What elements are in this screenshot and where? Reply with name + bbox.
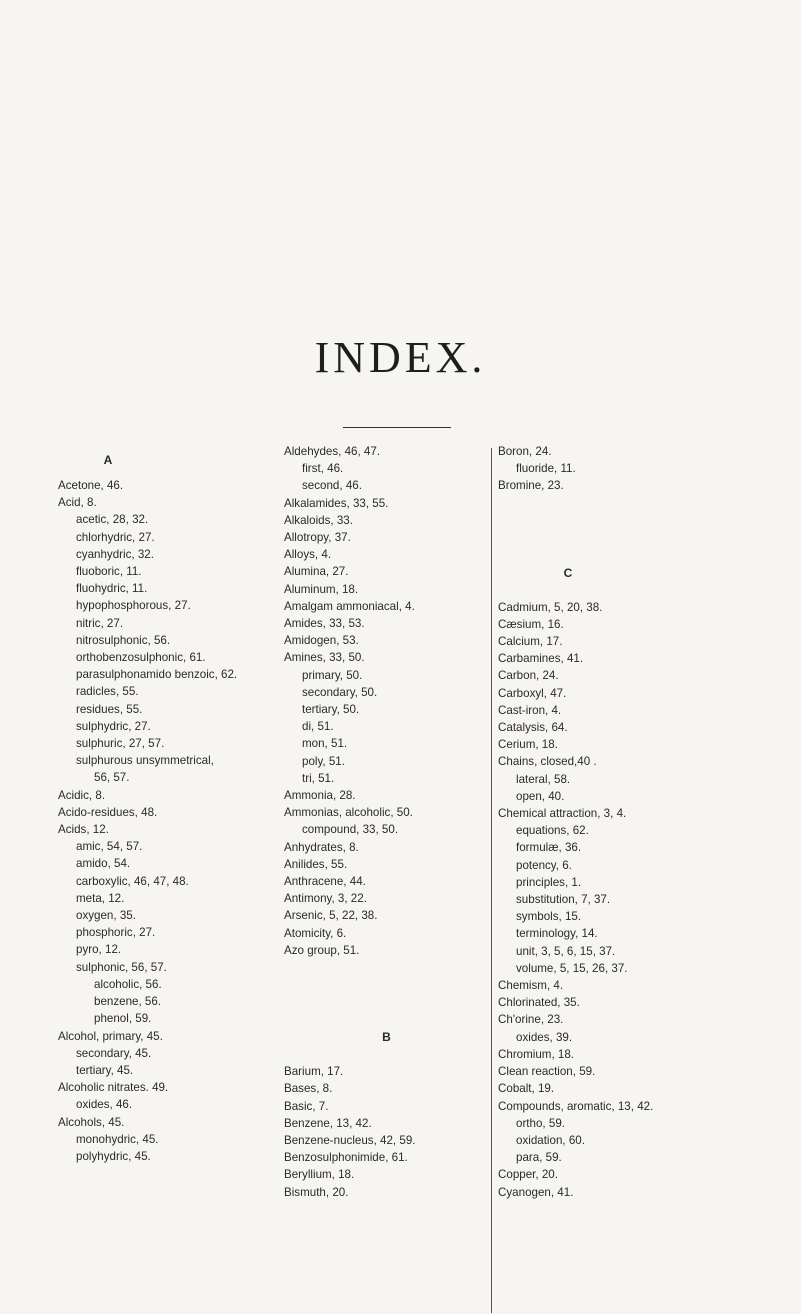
index-entry: Acid, 8. (58, 496, 97, 510)
index-subentry: secondary, 45. (76, 1046, 152, 1060)
title-rule (343, 427, 451, 428)
index-subentry: residues, 55. (76, 702, 143, 716)
index-subentry: 56, 57. (94, 771, 130, 785)
index-entry: Alkalamides, 33, 55. (284, 496, 389, 510)
index-subentry: ortho, 59. (516, 1116, 565, 1130)
index-subentry: di, 51. (302, 720, 334, 734)
index-entry: Boron, 24. (498, 445, 552, 458)
index-entry: Amides, 33, 53. (284, 617, 365, 631)
index-subentry: parasulphonamido benzoic, 62. (76, 668, 238, 682)
index-subentry: carboxylic, 46, 47, 48. (76, 874, 189, 888)
index-entry: Alumina, 27. (284, 565, 349, 579)
section-letter: C (563, 565, 573, 580)
index-subentry: oxides, 46. (76, 1098, 133, 1112)
index-entry: Alcohol, primary, 45. (58, 1029, 163, 1043)
index-column-3 (498, 443, 796, 1201)
index-entry: Clean reaction, 59. (498, 1065, 596, 1079)
index-subentry: tertiary, 45. (76, 1063, 134, 1077)
index-entry: Atomicity, 6. (284, 926, 347, 940)
index-entry: Cadmium, 5, 20, 38. (498, 600, 603, 614)
index-entry: Amidogen, 53. (284, 634, 359, 648)
index-entry: Alloys, 4. (284, 548, 332, 562)
index-entry: Carboxyl, 47. (498, 686, 567, 700)
index-entry: Chemism, 4. (498, 979, 564, 993)
index-entry: Basic, 7. (284, 1099, 329, 1113)
index-subentry: sulphuric, 27, 57. (76, 737, 165, 751)
index-entry: Alcoholic nitrates. 49. (58, 1081, 169, 1095)
index-entry: Chemical attraction, 3, 4. (498, 807, 627, 821)
index-subentry: tri, 51. (302, 771, 335, 785)
index-subentry: sulphonic, 56, 57. (76, 960, 167, 974)
index-subentry: benzene, 56. (94, 995, 162, 1009)
index-subentry: chlorhydric, 27. (76, 530, 155, 544)
index-entry: Allotropy, 37. (284, 531, 351, 545)
index-subentry: cyanhydric, 32. (76, 547, 154, 561)
index-entry: Ch'orine, 23. (498, 1013, 564, 1027)
index-subentry: radicles, 55. (76, 685, 139, 699)
index-entry: Anilides, 55. (284, 857, 348, 871)
index-subentry: amido, 54. (76, 857, 131, 871)
index-entry: Ammonia, 28. (284, 789, 356, 803)
index-subentry: second, 46. (302, 479, 362, 493)
index-entry: Compounds, aromatic, 13, 42. (498, 1099, 654, 1113)
index-entry: Benzene-nucleus, 42, 59. (284, 1133, 416, 1147)
index-entry: Acido-residues, 48. (58, 805, 158, 819)
index-entry: Chains, closed,40 . (498, 755, 597, 769)
index-entry: Aluminum, 18. (284, 582, 359, 596)
index-subentry: acetic, 28, 32. (76, 513, 149, 527)
index-entry: Barium, 17. (284, 1065, 344, 1079)
index-subentry: orthobenzosulphonic, 61. (76, 651, 206, 665)
index-subentry: substitution, 7, 37. (516, 893, 611, 907)
index-subentry: mon, 51. (302, 737, 348, 751)
index-subentry: nitrosulphonic, 56. (76, 633, 171, 647)
index-entry: Ammonias, alcoholic, 50. (284, 806, 413, 820)
index-subentry: monohydric, 45. (76, 1132, 159, 1146)
index-subentry: secondary, 50. (302, 685, 378, 699)
index-entry: Aldehydes, 46, 47. (284, 445, 381, 458)
index-subentry: first, 46. (302, 462, 344, 476)
index-subentry: fluohydric, 11. (76, 582, 148, 596)
index-subentry: phosphoric, 27. (76, 926, 156, 940)
index-entry: Benzosulphonimide, 61. (284, 1151, 408, 1165)
index-column-2 (284, 443, 489, 1201)
index-subentry: lateral, 58. (516, 772, 571, 786)
index-entry: Acidic, 8. (58, 788, 106, 802)
index-subentry: oxygen, 35. (76, 909, 136, 923)
index-entry: Benzene, 13, 42. (284, 1116, 372, 1130)
index-subentry: fluoboric, 11. (76, 565, 142, 579)
index-subentry: meta, 12. (76, 891, 125, 905)
index-entry: Cast-iron, 4. (498, 703, 562, 717)
index-entry: Chlorinated, 35. (498, 996, 580, 1010)
index-subentry: sulphurous unsymmetrical, (76, 754, 214, 768)
index-entry: Anhydrates, 8. (284, 840, 359, 854)
index-entry: Arsenic, 5, 22, 38. (284, 909, 378, 923)
index-subentry: para, 59. (516, 1151, 562, 1165)
index-entry: Alcohols, 45. (58, 1115, 125, 1129)
index-entry: Calcium, 17. (498, 635, 563, 649)
index-subentry: formulæ, 36. (516, 841, 582, 855)
index-column-1 (58, 443, 278, 1165)
index-entry: Bases, 8. (284, 1082, 333, 1096)
column-divider (491, 448, 492, 1313)
index-entry: Copper, 20. (498, 1168, 558, 1182)
index-entry: Carbon, 24. (498, 669, 559, 683)
index-entry: Antimony, 3, 22. (284, 892, 367, 906)
index-subentry: potency, 6. (516, 858, 572, 872)
index-subentry: poly, 51. (302, 754, 345, 768)
index-entry: Anthracene, 44. (284, 875, 366, 889)
index-entry: Amalgam ammoniacal, 4. (284, 599, 415, 613)
index-subentry: alcoholic, 56. (94, 977, 162, 991)
index-entry: Cobalt, 19. (498, 1082, 555, 1096)
index-subentry: phenol, 59. (94, 1012, 152, 1026)
index-entry: Chromium, 18. (498, 1047, 575, 1061)
index-entry: Cerium, 18. (498, 738, 558, 752)
index-entry: Catalysis, 64. (498, 721, 568, 735)
index-entry: Cæsium, 16. (498, 617, 564, 631)
index-subentry: equations, 62. (516, 824, 589, 838)
section-letter: A (103, 453, 113, 467)
index-subentry: nitric, 27. (76, 616, 124, 630)
index-subentry: volume, 5, 15, 26, 37. (516, 961, 628, 975)
index-subentry: amic, 54, 57. (76, 840, 143, 854)
index-subentry: oxidation, 60. (516, 1133, 585, 1147)
index-subentry: pyro, 12. (76, 943, 122, 957)
index-entry: Bismuth, 20. (284, 1185, 349, 1199)
index-entry: Alkaloids, 33. (284, 513, 353, 527)
index-subentry: principles, 1. (516, 875, 582, 889)
index-entry: Carbamines, 41. (498, 652, 584, 666)
index-subentry: polyhydric, 45. (76, 1149, 151, 1163)
index-subentry: open, 40. (516, 789, 565, 803)
index-entry: Amines, 33, 50. (284, 651, 365, 665)
index-subentry: symbols, 15. (516, 910, 582, 924)
index-subentry: oxides, 39. (516, 1030, 573, 1044)
index-subentry: tertiary, 50. (302, 703, 360, 717)
index-entry: Bromine, 23. (498, 479, 564, 493)
index-entry: Cyanogen, 41. (498, 1185, 574, 1199)
index-entry: Beryllium, 18. (284, 1168, 355, 1182)
index-subentry: primary, 50. (302, 668, 363, 682)
index-subentry: compound, 33, 50. (302, 823, 399, 837)
index-entry: Acetone, 46. (58, 479, 124, 492)
index-entry: Azo group, 51. (284, 943, 360, 957)
index-subentry: terminology, 14. (516, 927, 598, 941)
page-title: INDEX. (314, 333, 487, 382)
index-subentry: hypophosphorous, 27. (76, 599, 191, 613)
index-subentry: unit, 3, 5, 6, 15, 37. (516, 944, 616, 958)
section-letter: B (382, 1030, 391, 1045)
index-entry: Acids, 12. (58, 823, 109, 837)
index-subentry: fluoride, 11. (516, 462, 576, 476)
index-subentry: sulphydric, 27. (76, 719, 151, 733)
